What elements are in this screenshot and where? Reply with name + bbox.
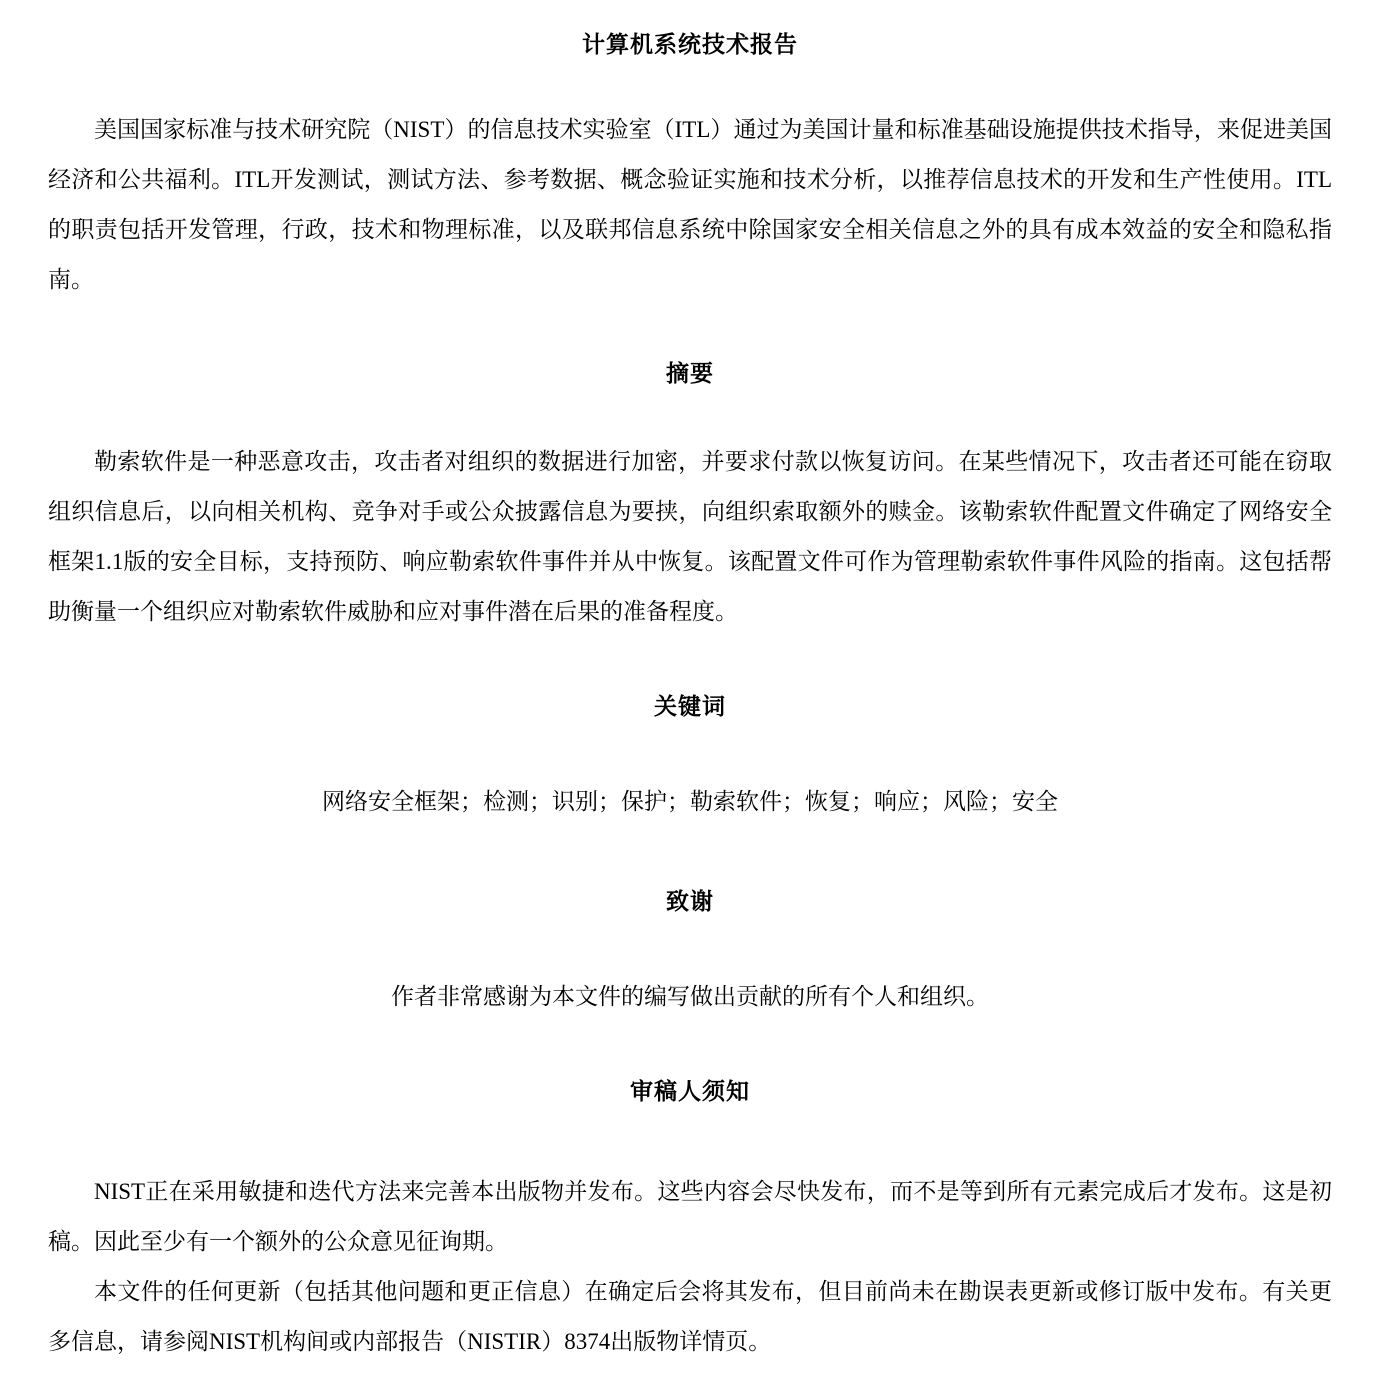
acknowledgments-text: 作者非常感谢为本文件的编写做出贡献的所有个人和组织。 — [391, 984, 989, 1009]
keywords-heading: 关键词 — [654, 694, 726, 719]
keywords-line: 网络安全框架；检测；识别；保护；勒索软件；恢复；响应；风险；安全 — [322, 789, 1058, 814]
document-title: 计算机系统技术报告 — [582, 32, 798, 57]
abstract-paragraph: 勒索软件是一种恶意攻击，攻击者对组织的数据进行加密，并要求付款以恢复访问。在某些情况下，攻击者还可能在窃取组织信息后，以向相关机构、竞争对手或公众披露信息为要挟，向组织索取额外的赎金。该勒索软件配置文件确定了网络安全框架1.1版的安全目标，支持预防、响应勒索软件事件并从中恢复。该配置文件可作为管理勒索软件事件风险的指南。这包括帮助衡量一个组织应对勒索软件威胁和应对事件潜在后果的准备程度。 — [48, 449, 1332, 624]
reviewers-paragraph-1: NIST正在采用敏捷和迭代方法来完善本出版物并发布。这些内容会尽快发布，而不是等到所有元素完成后才发布。这是初稿。因此至少有一个额外的公众意见征询期。 — [48, 1179, 1332, 1254]
note-to-reviewers-heading: 审稿人须知 — [630, 1079, 750, 1104]
reviewers-paragraph-2: 本文件的任何更新（包括其他问题和更正信息）在确定后会将其发布，但目前尚未在勘误表更新或修订版中发布。有关更多信息，请参阅NIST机构间或内部报告（NISTIR）8374出版物详情页。 — [48, 1279, 1332, 1354]
intro-paragraph: 美国国家标准与技术研究院（NIST）的信息技术实验室（ITL）通过为美国计量和标准基础设施提供技术指导，来促进美国经济和公共福利。ITL开发测试，测试方法、参考数据、概念验证实施和技术分析，以推荐信息技术的开发和生产性使用。ITL 的职责包括开发管理，行政，技术和物理标准，以及联邦信息系统中除国家安全相关信息之外的具有成本效益的安全和隐私指南。 — [48, 117, 1332, 292]
acknowledgments-heading: 致谢 — [666, 889, 714, 914]
abstract-heading: 摘要 — [666, 361, 714, 386]
